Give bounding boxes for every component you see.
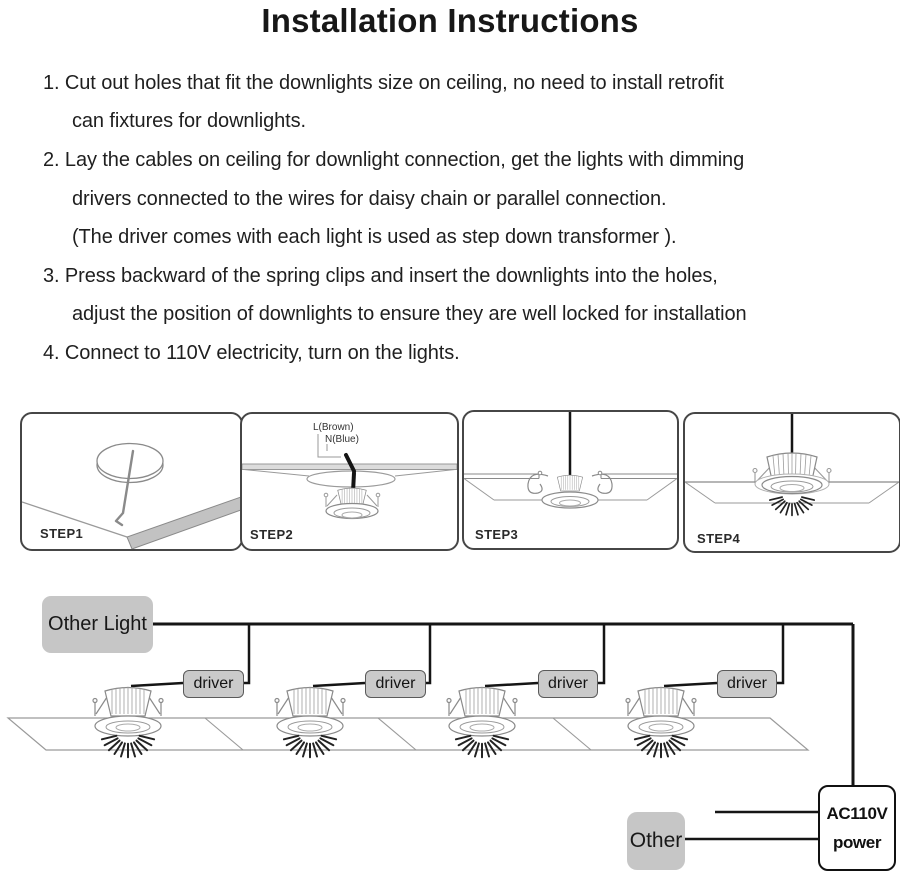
driver-box: [365, 670, 426, 698]
step1-label: STEP1: [40, 526, 84, 541]
other-label: Other: [629, 829, 683, 852]
page-title: Installation Instructions: [261, 2, 639, 39]
step2-label: STEP2: [250, 527, 294, 542]
power-label: power: [832, 832, 882, 852]
driver-box: [538, 670, 598, 698]
instruction-line: 1. Cut out holes that fit the downlights size on ceiling, no need to install retrofit: [43, 71, 724, 94]
step4-panel: [683, 412, 900, 553]
step3-label: STEP3: [475, 527, 519, 542]
step3-panel: [462, 410, 679, 550]
instruction-list: [0, 64, 900, 373]
instruction-line: (The driver comes with each light is used as step down transformer ).: [72, 226, 677, 249]
step1-panel: [20, 412, 243, 551]
instruction-line: can fixtures for downlights.: [72, 110, 306, 133]
other-box: [627, 812, 685, 870]
instruction-line: adjust the position of downlights to ensure they are well locked for installation: [72, 303, 747, 326]
step2-panel: [240, 412, 459, 551]
neutral-wire-label: N(Blue): [325, 434, 359, 445]
instruction-line: 2. Lay the cables on ceiling for downlight connection, get the lights with dimming: [43, 148, 745, 171]
other-light-box: [42, 596, 153, 653]
driver-label: driver: [726, 675, 767, 692]
instruction-line: drivers connected to the wires for daisy chain or parallel connection.: [72, 187, 667, 210]
instruction-line: 3. Press backward of the spring clips and insert the downlights into the holes,: [43, 264, 718, 287]
other-light-label: Other Light: [48, 613, 147, 635]
ac-voltage-label: AC110V: [826, 803, 888, 823]
step4-label: STEP4: [697, 531, 741, 546]
live-wire-label: L(Brown): [313, 422, 354, 433]
instruction-line: 4. Connect to 110V electricity, turn on the lights.: [43, 341, 460, 364]
driver-label: driver: [193, 675, 234, 692]
driver-label: driver: [375, 675, 416, 692]
driver-box: [717, 670, 777, 698]
driver-label: driver: [547, 675, 588, 692]
driver-box: [183, 670, 244, 698]
ac-power-box: [818, 785, 896, 871]
